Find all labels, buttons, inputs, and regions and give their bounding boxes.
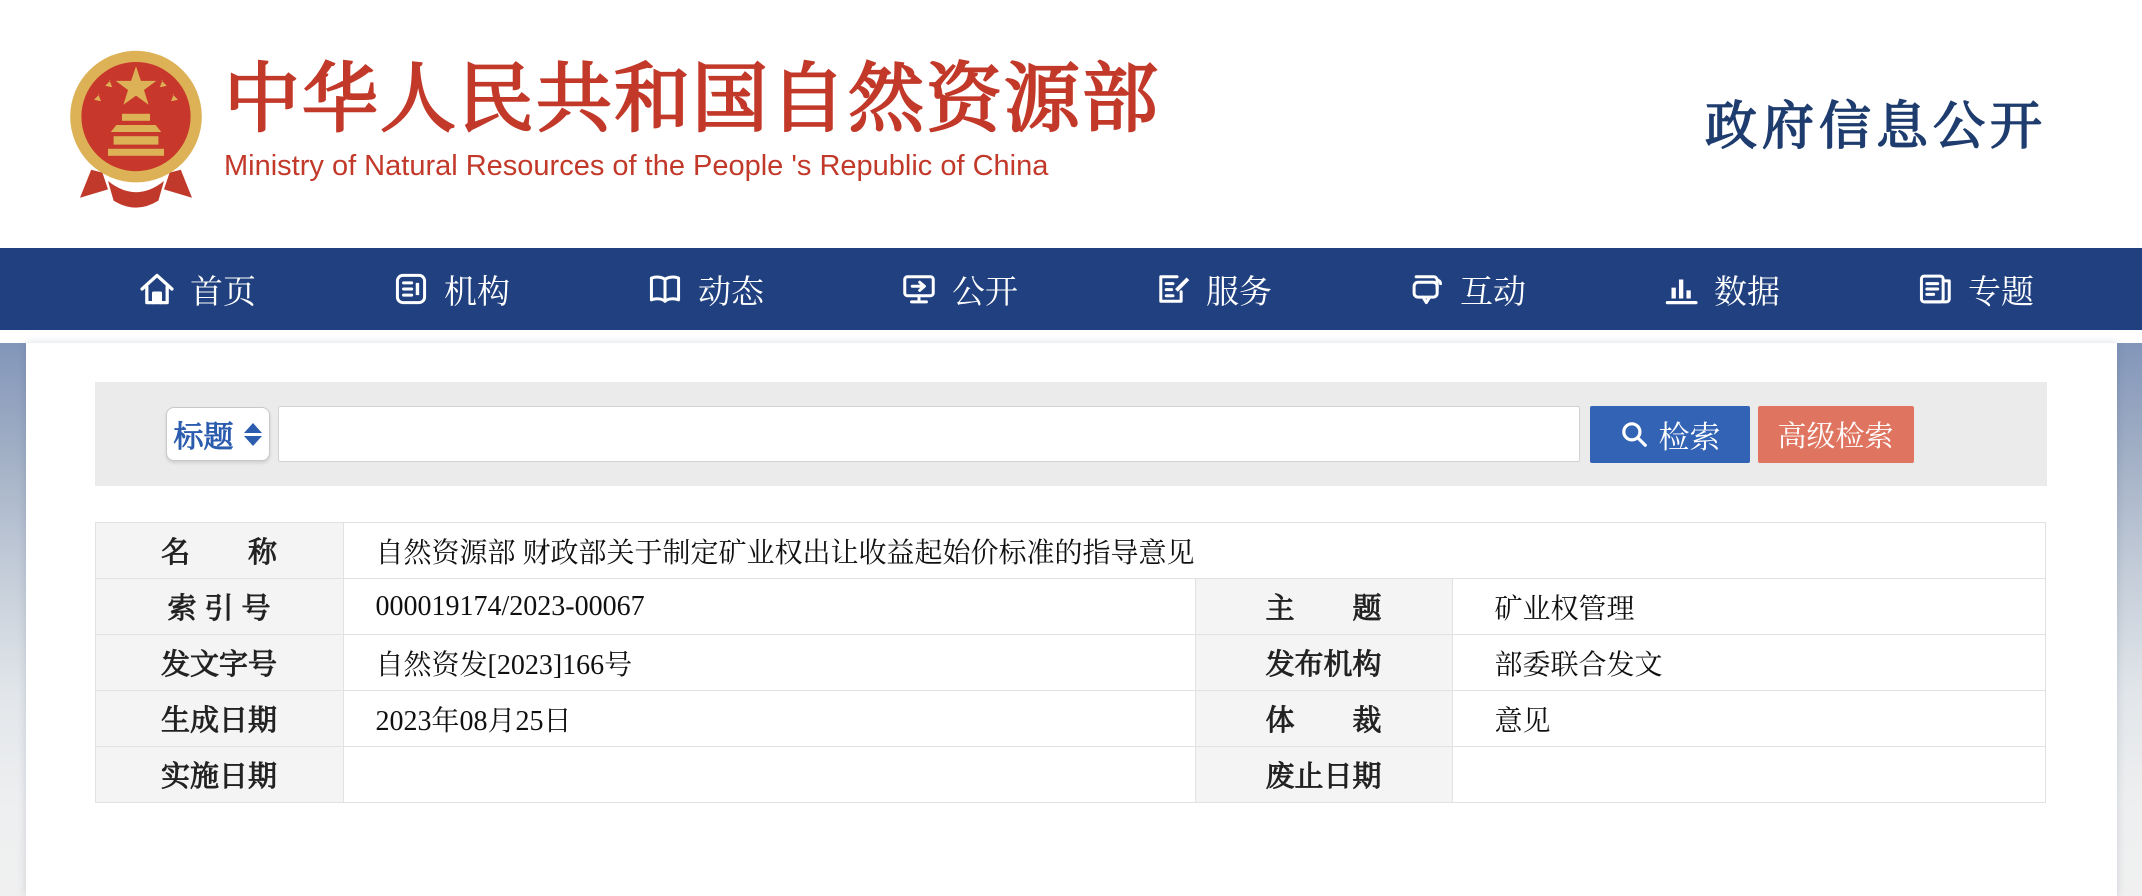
- disclosure-icon: [900, 270, 938, 308]
- content-panel: [26, 343, 2117, 896]
- nav-item-data[interactable]: [1662, 266, 1780, 313]
- nav-label: 机构: [444, 272, 510, 310]
- site-header: [0, 0, 2142, 248]
- national-emblem-logo: [66, 44, 206, 220]
- table-row-effective: [95, 747, 2045, 803]
- site-title-chinese: 中华人民共和国自然资源部: [224, 57, 1160, 142]
- table-row-name: [95, 523, 2045, 579]
- subject-value: 矿业权管理: [1452, 579, 2045, 635]
- create-date-value: 2023年08月25日: [343, 691, 1195, 747]
- organization-icon: [392, 270, 430, 308]
- index-number-value: 000019174/2023-00067: [343, 579, 1195, 635]
- nav-label: 服务: [1206, 272, 1272, 310]
- nav-label: 互动: [1460, 272, 1526, 310]
- repeal-date-value: [1452, 747, 2045, 803]
- table-row-index: [95, 579, 2045, 635]
- nav-item-disclosure[interactable]: [900, 266, 1018, 313]
- genre-label: 体 裁: [1195, 691, 1452, 747]
- nav-label: 动态: [698, 272, 764, 310]
- genre-value: 意见: [1452, 691, 2045, 747]
- doc-number-label: 发文字号: [95, 635, 343, 691]
- interaction-icon: [1408, 270, 1446, 308]
- issuing-agency-value: 部委联合发文: [1452, 635, 2045, 691]
- nav-item-home[interactable]: [138, 266, 256, 313]
- nav-item-interaction[interactable]: [1408, 266, 1526, 313]
- name-value: 自然资源部 财政部关于制定矿业权出让收益起始价标准的指导意见: [343, 523, 2045, 579]
- topics-icon: [1916, 270, 1954, 308]
- advanced-search-label: 高级检索: [1777, 420, 1894, 453]
- index-number-label: 索 引 号: [95, 579, 343, 635]
- site-title-english: Ministry of Natural Resources of the People 's Republic of China: [224, 149, 1049, 182]
- home-icon: [138, 270, 176, 308]
- create-date-label: 生成日期: [95, 691, 343, 747]
- advanced-search-button[interactable]: [1758, 406, 1914, 463]
- search-bar: [95, 382, 2047, 486]
- nav-label: 数据: [1714, 272, 1780, 310]
- nav-label: 专题: [1968, 272, 2034, 310]
- search-button-label: 检索: [1658, 419, 1721, 455]
- nav-label: 公开: [952, 272, 1018, 310]
- name-label: 名 称: [95, 523, 343, 579]
- page-background: [0, 343, 2142, 896]
- search-input[interactable]: [278, 406, 1580, 462]
- subject-label: 主 题: [1195, 579, 1452, 635]
- effective-date-value: [343, 747, 1195, 803]
- effective-date-label: 实施日期: [95, 747, 343, 803]
- search-field-selector[interactable]: [166, 407, 270, 461]
- nav-item-topics[interactable]: [1916, 266, 2034, 313]
- repeal-date-label: 废止日期: [1195, 747, 1452, 803]
- search-button[interactable]: [1590, 406, 1750, 463]
- brand-text: [224, 58, 1160, 183]
- nav-item-service[interactable]: [1154, 266, 1272, 313]
- search-icon: [1619, 419, 1649, 449]
- document-detail-table: [95, 522, 2046, 803]
- data-icon: [1662, 270, 1700, 308]
- nav-item-news[interactable]: [646, 266, 764, 313]
- page-title-gov-info-disclosure: 政府信息公开: [1704, 99, 2047, 156]
- nav-label: 首页: [190, 272, 256, 310]
- table-row-docnumber: [95, 635, 2045, 691]
- main-navigation: [0, 248, 2142, 330]
- nav-item-organization[interactable]: [392, 266, 510, 313]
- search-field-selector-label: 标题: [173, 421, 234, 454]
- issuing-agency-label: 发布机构: [1195, 635, 1452, 691]
- service-icon: [1154, 270, 1192, 308]
- doc-number-value: 自然资发[2023]166号: [343, 635, 1195, 691]
- spinner-arrows-icon: [244, 423, 262, 446]
- news-icon: [646, 270, 684, 308]
- table-row-dates: [95, 691, 2045, 747]
